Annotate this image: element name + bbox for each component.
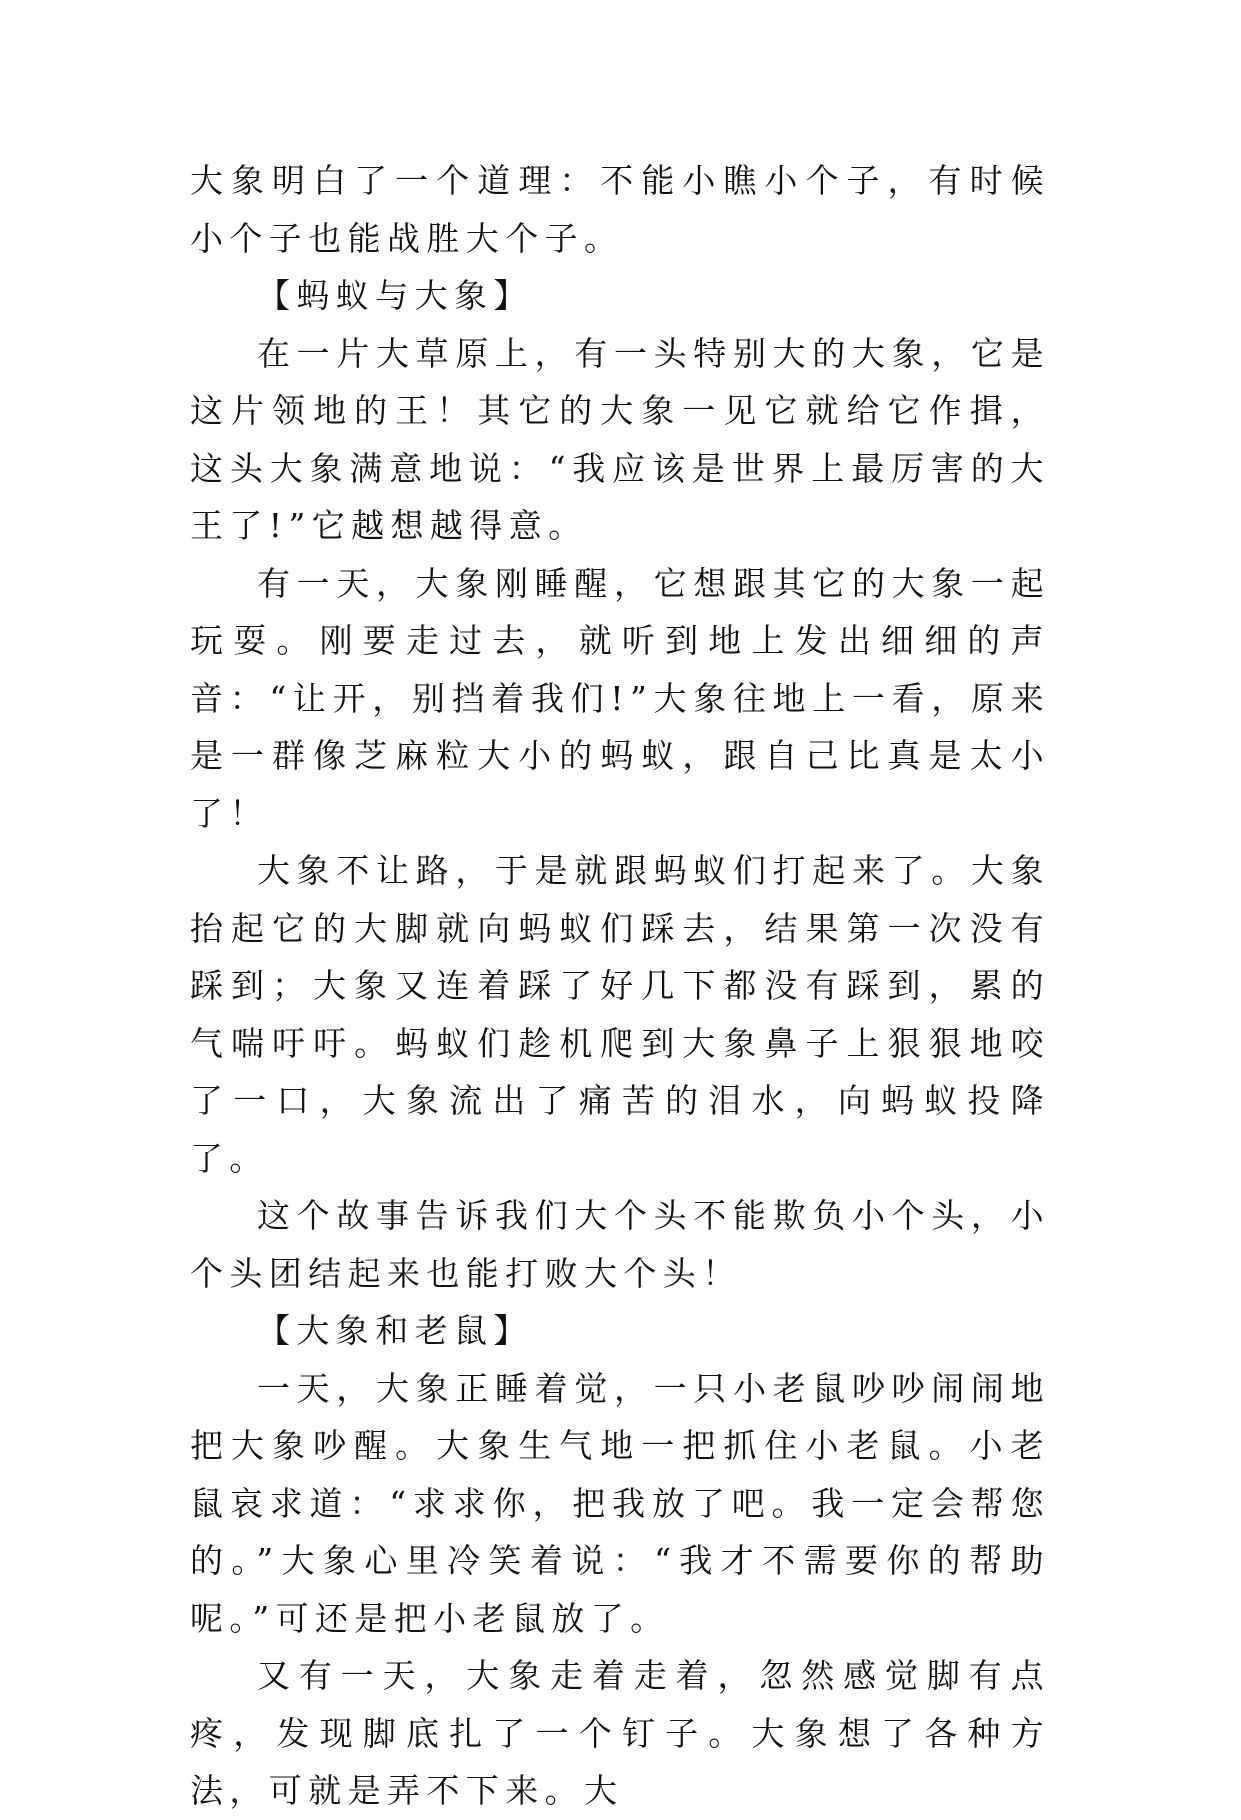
- paragraph: 在一片大草原上，有一头特别大的大象，它是这片领地的王！其它的大象一见它就给它作揖，这头大象满意地说：“我应该是世界上最厉害的大王了!”它越想越得意。: [190, 333, 1050, 545]
- section-heading-elephant-and-mouse: 【大象和老鼠】: [257, 1311, 533, 1350]
- section-heading-ant-and-elephant: 【蚂蚁与大象】: [257, 276, 533, 315]
- paragraph: 大象不让路，于是就跟蚂蚁们打起来了。大象抬起它的大脚就向蚂蚁们踩去，结果第一次没有踩到；大象又连着踩了好几下都没有踩到，累的气喘吁吁。蚂蚁们趁机爬到大象鼻子上狠狠地咬了一口，大象流出了痛苦的泪水，向蚂蚁投降了。: [190, 851, 1050, 1178]
- paragraph: 这个故事告诉我们大个头不能欺负小个头，小个头团结起来也能打败大个头！: [190, 1196, 1050, 1293]
- paragraph: 又有一天，大象走着走着，忽然感觉脚有点疼，发现脚底扎了一个钉子。大象想了各种方法，可就是弄不下来。大: [190, 1656, 1050, 1810]
- paragraph-continuation: 大象明白了一个道理：不能小瞧小个子，有时候小个子也能战胜大个子。: [190, 161, 1050, 258]
- paragraph: 有一天，大象刚睡醒，它想跟其它的大象一起玩耍。刚要走过去，就听到地上发出细细的声音：“让开，别挡着我们!”大象往地上一看，原来是一群像芝麻粒大小的蚂蚁，跟自己比真是太小了！: [190, 563, 1050, 833]
- paragraph: 一天，大象正睡着觉，一只小老鼠吵吵闹闹地把大象吵醒。大象生气地一把抓住小老鼠。小老鼠哀求道：“求求你，把我放了吧。我一定会帮您的。”大象心里冷笑着说：“我才不需要你的帮助呢。”可还是把小老鼠放了。: [190, 1368, 1050, 1638]
- document-body: [190, 152, 1050, 1820]
